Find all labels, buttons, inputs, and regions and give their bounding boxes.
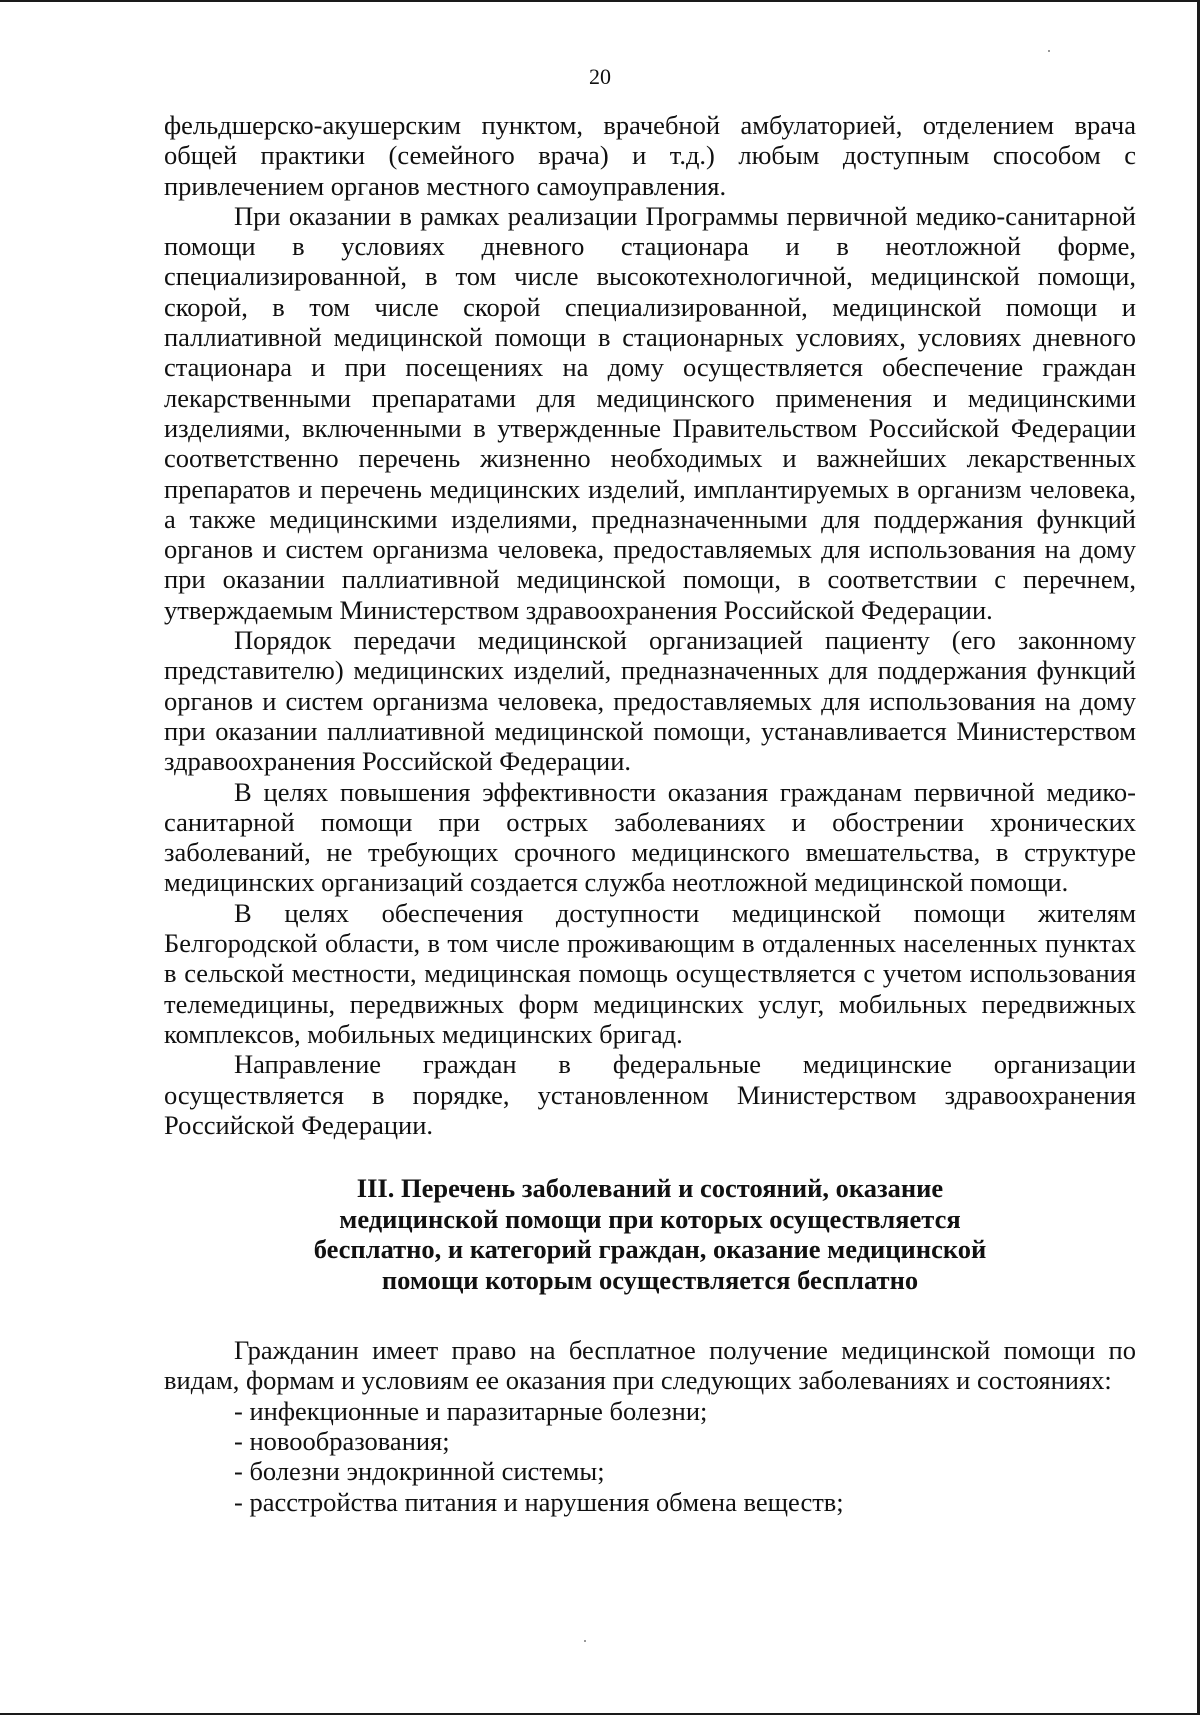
section-heading-line: медицинской помощи при которых осуществляется bbox=[339, 1203, 961, 1234]
list-item: - расстройства питания и нарушения обмена веществ; bbox=[234, 1486, 844, 1517]
scan-speck bbox=[1048, 50, 1050, 52]
document-body bbox=[164, 110, 1136, 1517]
page-number: 20 bbox=[589, 64, 611, 89]
section-heading-line: помощи которым осуществляется бесплатно bbox=[381, 1264, 919, 1295]
scan-border-top bbox=[0, 0, 1200, 2]
intro-paragraph: Гражданин имеет право на бесплатное получение медицинской помощи по видам, формам и условиям ее оказания при следующих заболеваниях и состояниях: bbox=[164, 1335, 1136, 1396]
paragraph: В целях обеспечения доступности медицинской помощи жителям Белгородской области, в том числе проживающим в отдаленных населенных пунктах в сельской местности, медицинская помощь осуществляется с учетом использования телемедицины, передвижных форм медицинских услуг, мобильных передвижных комплексов, мобильных медицинских бригад. bbox=[164, 897, 1136, 1049]
paragraph: Порядок передачи медицинской организацией пациенту (его законному представителю) медицинских изделий, предназначенных для поддержания функций органов и систем организма человека, предоставляемых для использования на дому при оказании паллиативной медицинской помощи, устанавливается Министерством здравоохранения Российской Федерации. bbox=[164, 625, 1136, 777]
list-item: - инфекционные и паразитарные болезни; bbox=[234, 1395, 708, 1426]
section-heading bbox=[164, 1173, 1136, 1295]
paragraph: При оказании в рамках реализации Программы первичной медико-санитарной помощи в условиях дневного стационара и в неотложной форме, специализированной, в том числе высокотехнологичной, медицинской помощи, скорой, в том числе скорой специализированной, медицинской помощи и паллиативной медицинской помощи в стационарных условиях, условиях дневного стационара и при посещениях на дому осуществляется обеспечение граждан лекарственными препаратами для медицинского применения и медицинскими изделиями, включенными в утвержденные Правительством Российской Федерации соответственно перечень жизненно необходимых и важнейших лекарственных препаратов и перечень медицинских изделий, имплантируемых в организм человека, а также медицинскими изделиями, предназначенными для поддержания функций органов и систем организма человека, предоставляемых для использования на дому при оказании паллиативной медицинской помощи, в соответствии с перечнем, утверждаемым Министерством здравоохранения Российской Федерации. bbox=[164, 200, 1136, 625]
paragraph: В целях повышения эффективности оказания гражданам первичной медико-санитарной помощи при острых заболеваниях и обострении хронических заболеваний, не требующих срочного медицинского вмешательства, в структуре медицинских организаций создается служба неотложной медицинской помощи. bbox=[164, 776, 1136, 898]
paragraph: Направление граждан в федеральные медицинские организации осуществляется в порядке, установленном Министерством здравоохранения Российской Федерации. bbox=[164, 1049, 1136, 1140]
list-item: - новообразования; bbox=[234, 1425, 450, 1456]
list-item: - болезни эндокринной системы; bbox=[234, 1456, 605, 1487]
scan-speck bbox=[584, 1640, 586, 1642]
paragraph-continuation: фельдшерско-акушерским пунктом, врачебной амбулаторией, отделением врача общей практики (семейного врача) и т.д.) любым доступным способом с привлечением органов местного самоуправления. bbox=[164, 110, 1136, 201]
section-heading-line: III. Перечень заболеваний и состояний, оказание bbox=[356, 1173, 944, 1204]
section-heading-line: бесплатно, и категорий граждан, оказание медицинской bbox=[313, 1234, 987, 1265]
